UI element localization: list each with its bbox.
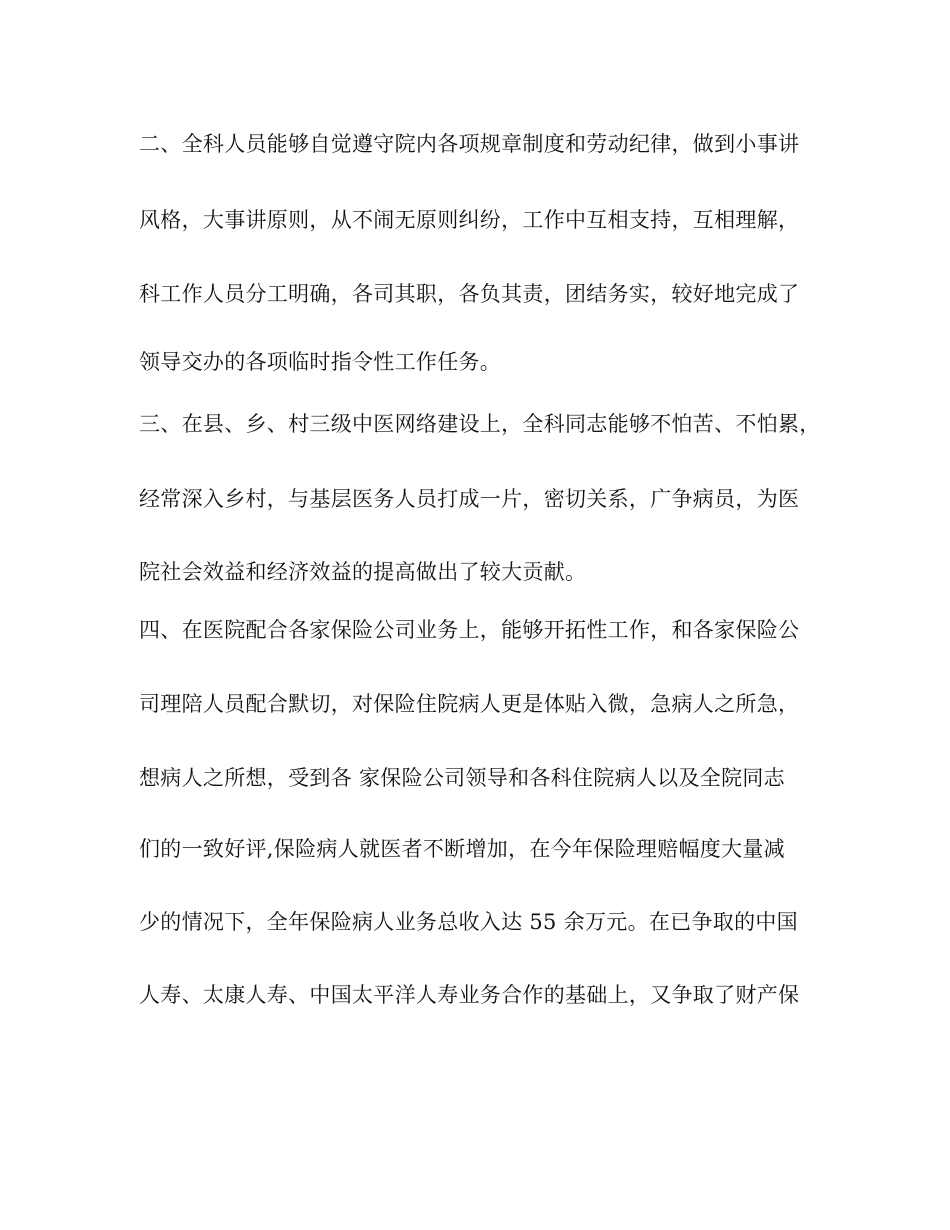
text-line: 少的情况下，全年保险病人业务总收入达 55 余万元。在已争取的中国 (139, 910, 798, 934)
text-line: 三、在县、乡、村三级中医网络建设上，全科同志能够不怕苦、不怕累， (139, 412, 821, 436)
text-line: 风格，大事讲原则，从不闹无原则纠纷，工作中互相支持，互相理解， (139, 208, 800, 232)
text-line: 想病人之所想，受到各 家保险公司领导和各科住院病人以及全院同志 (139, 766, 785, 790)
text-line: 人寿、太康人寿、中国太平洋人寿业务合作的基础上，又争取了财产保 (139, 983, 800, 1007)
text-line: 四、在医院配合各家保险公司业务上，能够开拓性工作，和各家保险公 (139, 618, 800, 642)
text-line: 司理陪人员配合默切，对保险住院病人更是体贴入微，急病人之所急， (139, 692, 800, 716)
text-line: 们的一致好评,保险病人就医者不断增加，在今年保险理赔幅度大量减 (139, 837, 785, 861)
text-line: 领导交办的各项临时指令性工作任务。 (139, 350, 502, 374)
text-line: 院社会效益和经济效益的提高做出了较大贡献。 (139, 560, 587, 584)
text-line: 经常深入乡村，与基层医务人员打成一片，密切关系，广争病员，为医 (139, 487, 800, 511)
text-line: 科工作人员分工明确，各司其职，各负其责，团结务实，较好地完成了 (139, 282, 800, 306)
text-line: 二、全科人员能够自觉遵守院内各项规章制度和劳动纪律，做到小事讲 (139, 132, 800, 156)
